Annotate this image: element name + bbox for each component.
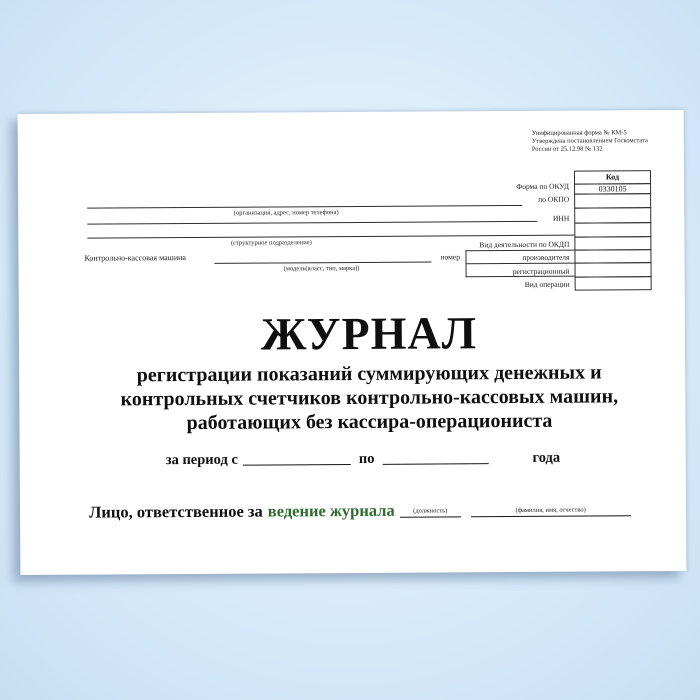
blank-line-full-name <box>471 503 631 517</box>
caption-subdivision: (структурное подразделение) <box>230 239 312 247</box>
blank-line-period-from <box>243 452 351 466</box>
code-table <box>574 170 652 290</box>
label-manufacturer: производителя <box>522 252 570 262</box>
caption-model: (модель(класс, тип, марка)) <box>283 264 360 273</box>
label-okdp: Вид деятельности по ОКДП <box>479 239 570 250</box>
blank-line-period-to <box>382 451 488 465</box>
responsible-prefix: Лицо, ответственное за <box>88 501 263 522</box>
subtitle-line: контрольных счетчиков контрольно-кассовых машин, <box>120 385 619 411</box>
label-number: номер <box>440 252 460 262</box>
caption-organization: (организация, адрес, номер телефона) <box>233 209 339 217</box>
caption-position: (должность) <box>413 507 448 515</box>
period-prefix: за период с <box>165 451 238 469</box>
subtitle-line: работающих без кассира-операциониста <box>186 409 553 435</box>
headline-block <box>85 308 654 435</box>
attribution-line: Утверждена постановлением Госкомстата <box>531 137 648 145</box>
label-registration: регистрационный <box>512 266 570 277</box>
label-inn: ИНН <box>552 213 570 223</box>
blank-line-subdivision <box>87 235 574 239</box>
label-cash-register: Контрольно-кассовая машина <box>84 253 186 263</box>
period-suffix: года <box>532 449 561 466</box>
code-cell-okud: 0330105 <box>574 183 651 194</box>
label-forma-okud: Форма по ОКУД <box>516 181 570 191</box>
code-cell-inn <box>574 207 651 223</box>
number-bracket <box>465 250 574 278</box>
blank-line-organization <box>87 205 522 209</box>
form-page <box>18 110 687 575</box>
caption-full-name: (фамилия, имя, отчество) <box>515 506 586 515</box>
code-table-header: Код <box>574 170 651 184</box>
responsible-line <box>89 499 631 522</box>
blank-line-model <box>215 262 432 264</box>
period-middle: по <box>358 450 375 467</box>
blank-line-position <box>400 504 461 517</box>
subtitle-line: регистрации показаний суммирующих денежных и <box>136 361 602 387</box>
attribution-line: России от 25.12.98 № 132 <box>531 145 603 153</box>
code-cell-operation-type <box>575 276 652 290</box>
responsible-highlight: ведение журнала <box>267 500 395 521</box>
attribution-line: Унифицированная форма № КМ-5 <box>531 129 627 137</box>
label-okpo: по ОКПО <box>538 194 570 204</box>
form-attribution <box>532 129 677 154</box>
page-title: ЖУРНАЛ <box>260 307 478 360</box>
period-line <box>166 449 560 469</box>
label-operation-type: Вид операции <box>524 279 570 289</box>
